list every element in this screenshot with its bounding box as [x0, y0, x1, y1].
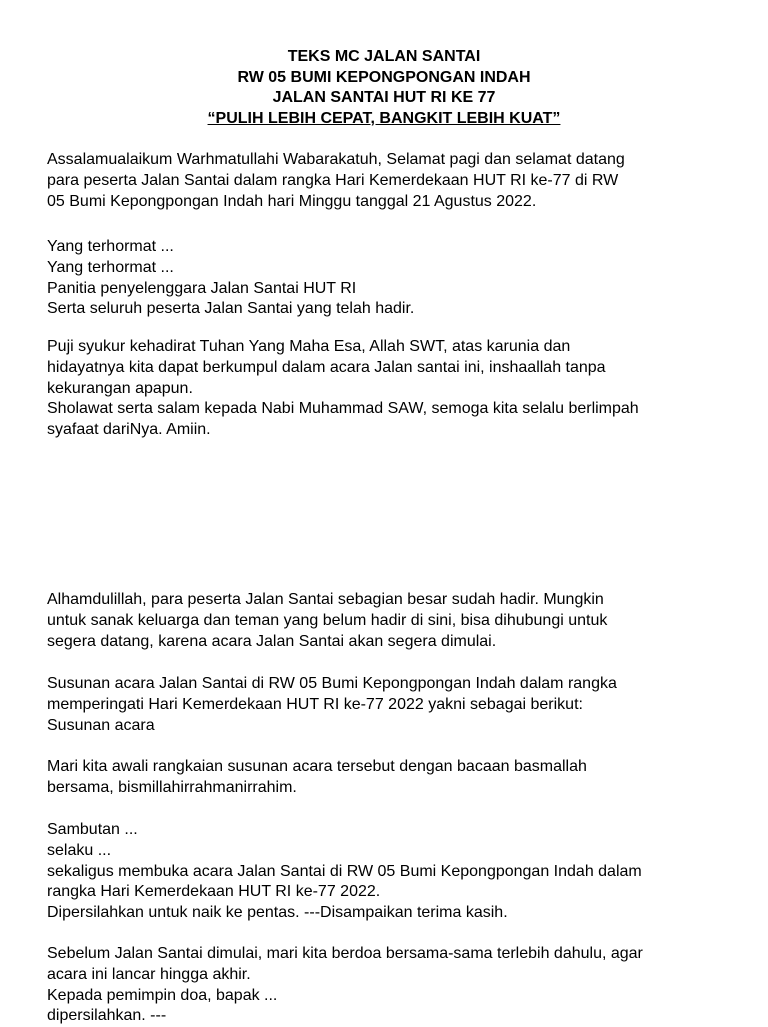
text-line: selaku ...: [47, 841, 112, 859]
text-line: Kepada pemimpin doa, bapak ...: [47, 986, 278, 1004]
text-line: Dipersilahkan untuk naik ke pentas. ---Disampaikan terima kasih.: [47, 904, 508, 922]
text-line: dipersilahkan. ---: [47, 1007, 167, 1025]
text-line: Yang terhormat ...: [47, 238, 174, 255]
text-line: Susunan acara: [47, 716, 155, 734]
text-line: para peserta Jalan Santai dalam rangka Hari Kemerdekaan HUT RI ke-77 di RW: [47, 171, 619, 189]
text-line: untuk sanak keluarga dan teman yang belum hadir di sini, bisa dihubungi untuk: [47, 611, 608, 629]
title-line: JALAN SANTAI HUT RI KE 77: [272, 89, 496, 106]
text-line: Sebelum Jalan Santai dimulai, mari kita berdoa bersama-sama terlebih dahulu, agar: [47, 945, 643, 962]
text-line: Susunan acara Jalan Santai di RW 05 Bumi Kepongpongan Indah dalam rangka: [47, 675, 617, 692]
text-line: memperingati Hari Kemerdekaan HUT RI ke-77 2022 yakni sebagai berikut:: [47, 695, 583, 713]
text-line: 05 Bumi Kepongpongan Indah hari Minggu tanggal 21 Agustus 2022.: [47, 192, 537, 210]
title-line: TEKS MC JALAN SANTAI: [287, 48, 481, 65]
text-line: acara ini lancar hingga akhir.: [47, 965, 251, 983]
paragraph-welcome-speech: [47, 820, 737, 924]
paragraph-prayer: [47, 944, 737, 1027]
text-line: hidayatnya kita dapat berkumpul dalam acara Jalan santai ini, inshaallah tanpa: [47, 358, 606, 376]
text-line: Serta seluruh peserta Jalan Santai yang telah hadir.: [47, 300, 415, 318]
text-line: rangka Hari Kemerdekaan HUT RI ke-77 2022.: [47, 883, 381, 901]
text-line: syafaat dariNya. Amiin.: [47, 421, 211, 439]
paragraph-attendance: [47, 590, 737, 652]
paragraph-honorifics: [47, 237, 737, 320]
text-line: Yang terhormat ...: [47, 258, 174, 276]
paragraph-greeting: [47, 150, 737, 212]
document-title: [0, 47, 768, 129]
paragraph-gratitude: [47, 337, 737, 441]
text-line: Mari kita awali rangkaian susunan acara tersebut dengan bacaan basmallah: [47, 758, 587, 775]
paragraph-basmallah: [47, 757, 737, 799]
text-line: sekaligus membuka acara Jalan Santai di RW 05 Bumi Kepongpongan Indah dalam: [47, 862, 642, 880]
text-line: Sholawat serta salam kepada Nabi Muhammad SAW, semoga kita selalu berlimpah: [47, 400, 639, 418]
text-line: segera datang, karena acara Jalan Santai akan segera dimulai.: [47, 632, 497, 650]
text-line: Assalamualaikum Warhmatullahi Wabarakatuh, Selamat pagi dan selamat datang: [47, 151, 625, 168]
text-line: Sambutan ...: [47, 821, 138, 838]
text-line: Panitia penyelenggara Jalan Santai HUT RI: [47, 279, 357, 297]
text-line: kekurangan apapun.: [47, 379, 193, 397]
title-line: RW 05 BUMI KEPONGPONGAN INDAH: [237, 68, 531, 86]
text-line: bersama, bismillahirrahmanirrahim.: [47, 778, 297, 796]
text-line: Alhamdulillah, para peserta Jalan Santai sebagian besar sudah hadir. Mungkin: [47, 591, 604, 608]
title-tagline: “PULIH LEBIH CEPAT, BANGKIT LEBIH KUAT”: [207, 109, 561, 127]
text-line: Puji syukur kehadirat Tuhan Yang Maha Esa, Allah SWT, atas karunia dan: [47, 338, 571, 355]
paragraph-agenda: [47, 674, 737, 736]
